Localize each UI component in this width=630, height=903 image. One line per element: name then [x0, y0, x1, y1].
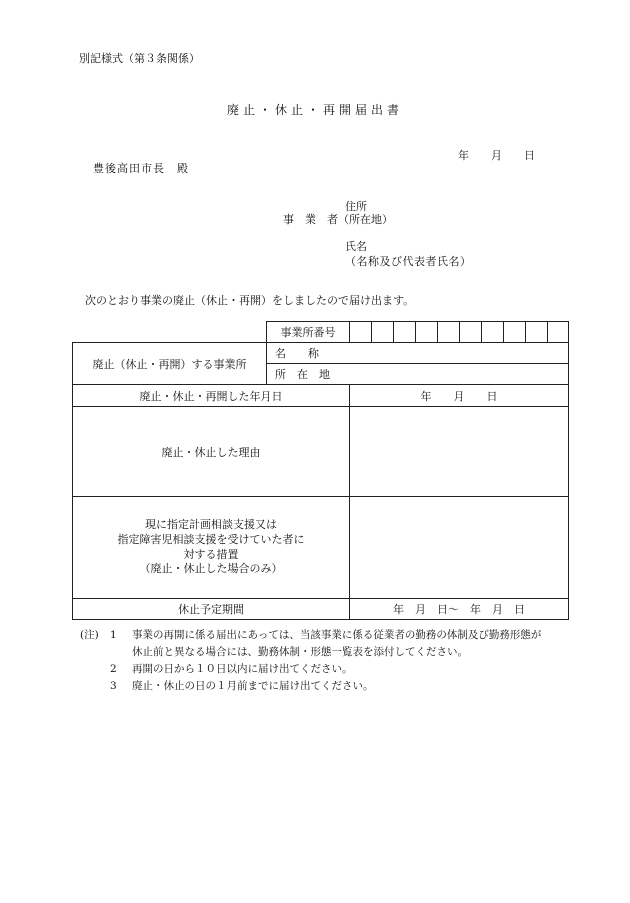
blank-cell	[73, 322, 267, 343]
office-number-box[interactable]	[460, 322, 482, 343]
note-text: 事業の再開に係る届出にあっては、当該事業に係る従業者の勤務の体制及び勤務形態が	[132, 629, 542, 641]
office-number-box[interactable]	[482, 322, 504, 343]
office-location-field[interactable]	[350, 364, 569, 385]
note-continuation: 休止前と異なる場合には、勤務体制・形態一覧表を添付してください。	[132, 646, 468, 658]
note-item	[80, 678, 541, 695]
office-number-box[interactable]	[548, 322, 569, 343]
measures-field[interactable]	[350, 497, 569, 599]
name-label: 氏名	[345, 240, 367, 253]
note-number: 1	[110, 629, 117, 641]
note-spacer	[80, 661, 110, 678]
office-number-row	[73, 322, 569, 343]
measures-label	[73, 497, 350, 599]
note-item	[80, 661, 541, 678]
note-number: 3	[110, 680, 117, 692]
note-number: 2	[110, 663, 117, 675]
office-number-box[interactable]	[416, 322, 438, 343]
office-number-box[interactable]	[526, 322, 548, 343]
note-text: 再開の日から１０日以内に届け出てください。	[132, 663, 353, 675]
reason-label: 廃止・休止した理由	[73, 407, 350, 497]
reason-row	[73, 407, 569, 497]
office-name-label: 名 称	[267, 343, 350, 364]
period-row	[73, 599, 569, 620]
office-number-label: 事業所番号	[267, 322, 350, 343]
period-field[interactable]: 年 月 日～ 年 月 日	[350, 599, 569, 620]
note-mark: (注)	[80, 629, 99, 641]
note-spacer	[80, 678, 110, 695]
office-name-row	[73, 343, 569, 364]
form-table	[72, 321, 569, 620]
submission-date-field[interactable]: 年 月 日	[458, 149, 535, 162]
notes	[80, 627, 541, 695]
measures-line: 対する措置	[183, 547, 239, 561]
intro-text: 次のとおり事業の廃止（休止・再開）をしましたので届け出ます。	[85, 294, 415, 307]
date-row	[73, 385, 569, 407]
measures-line: 指定障害児相談支援を受けていた者に	[117, 532, 305, 546]
office-number-box[interactable]	[394, 322, 416, 343]
address-label: 住所	[345, 200, 367, 213]
office-number-box[interactable]	[438, 322, 460, 343]
office-number-box[interactable]	[504, 322, 526, 343]
measures-row	[73, 497, 569, 599]
office-number-box[interactable]	[350, 322, 372, 343]
business-operator-label: 事 業 者（所在地）	[283, 213, 393, 226]
period-label: 休止予定期間	[73, 599, 350, 620]
note-text: 廃止・休止の日の１月前までに届け出てください。	[132, 680, 374, 692]
name-note: （名称及び代表者氏名）	[345, 255, 472, 268]
note-item	[80, 627, 541, 644]
office-name-field[interactable]	[350, 343, 569, 364]
reason-field[interactable]	[350, 407, 569, 497]
measures-line: （廃止・休止した場合のみ）	[139, 562, 283, 576]
office-label: 廃止（休止・再開）する事業所	[73, 343, 267, 385]
date-field[interactable]: 年 月 日	[350, 385, 569, 407]
document-title: 廃止・休止・再開届出書	[226, 103, 403, 117]
addressee: 豊後高田市長 殿	[93, 162, 189, 175]
office-number-box[interactable]	[372, 322, 394, 343]
measures-line: 現に指定計画相談支援又は	[145, 517, 277, 531]
office-location-label: 所 在 地	[267, 364, 350, 385]
date-label: 廃止・休止・再開した年月日	[73, 385, 350, 407]
form-label: 別記様式（第３条関係）	[79, 52, 200, 65]
